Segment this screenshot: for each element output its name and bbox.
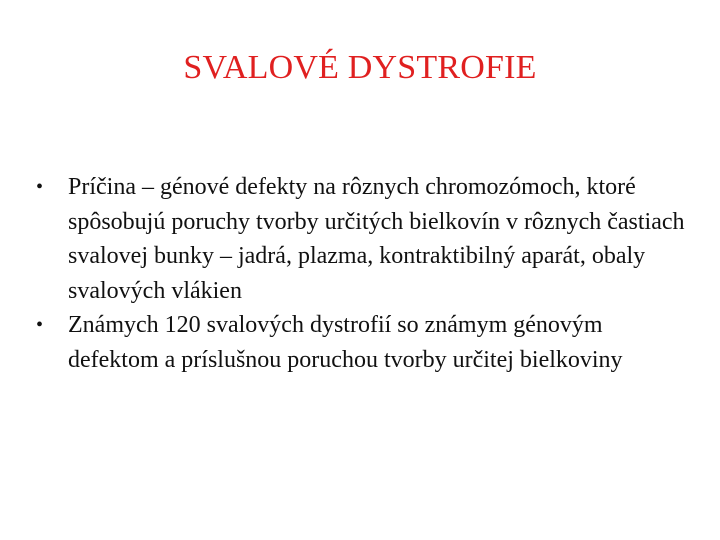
slide-title: SVALOVÉ DYSTROFIE xyxy=(183,49,537,86)
bullet-item-known-dystrophies xyxy=(36,308,696,377)
bullet-item-cause xyxy=(36,170,696,308)
bullet-icon: • xyxy=(36,314,44,336)
bullet-text: Známych 120 svalových dystrofií so známym génovým defektom a príslušnou poruchou tvorby určitej bielkoviny xyxy=(68,312,623,373)
bullet-text: Príčina – génové defekty na rôznych chromozómoch, ktoré spôsobujú poruchy tvorby určitých bielkovín v rôznych častiach svalovej bunky – jadrá, plazma, kontraktibilný aparát, obaly svalových vlákien xyxy=(68,174,685,304)
bullet-icon: • xyxy=(36,176,44,198)
bullet-list xyxy=(36,170,696,377)
